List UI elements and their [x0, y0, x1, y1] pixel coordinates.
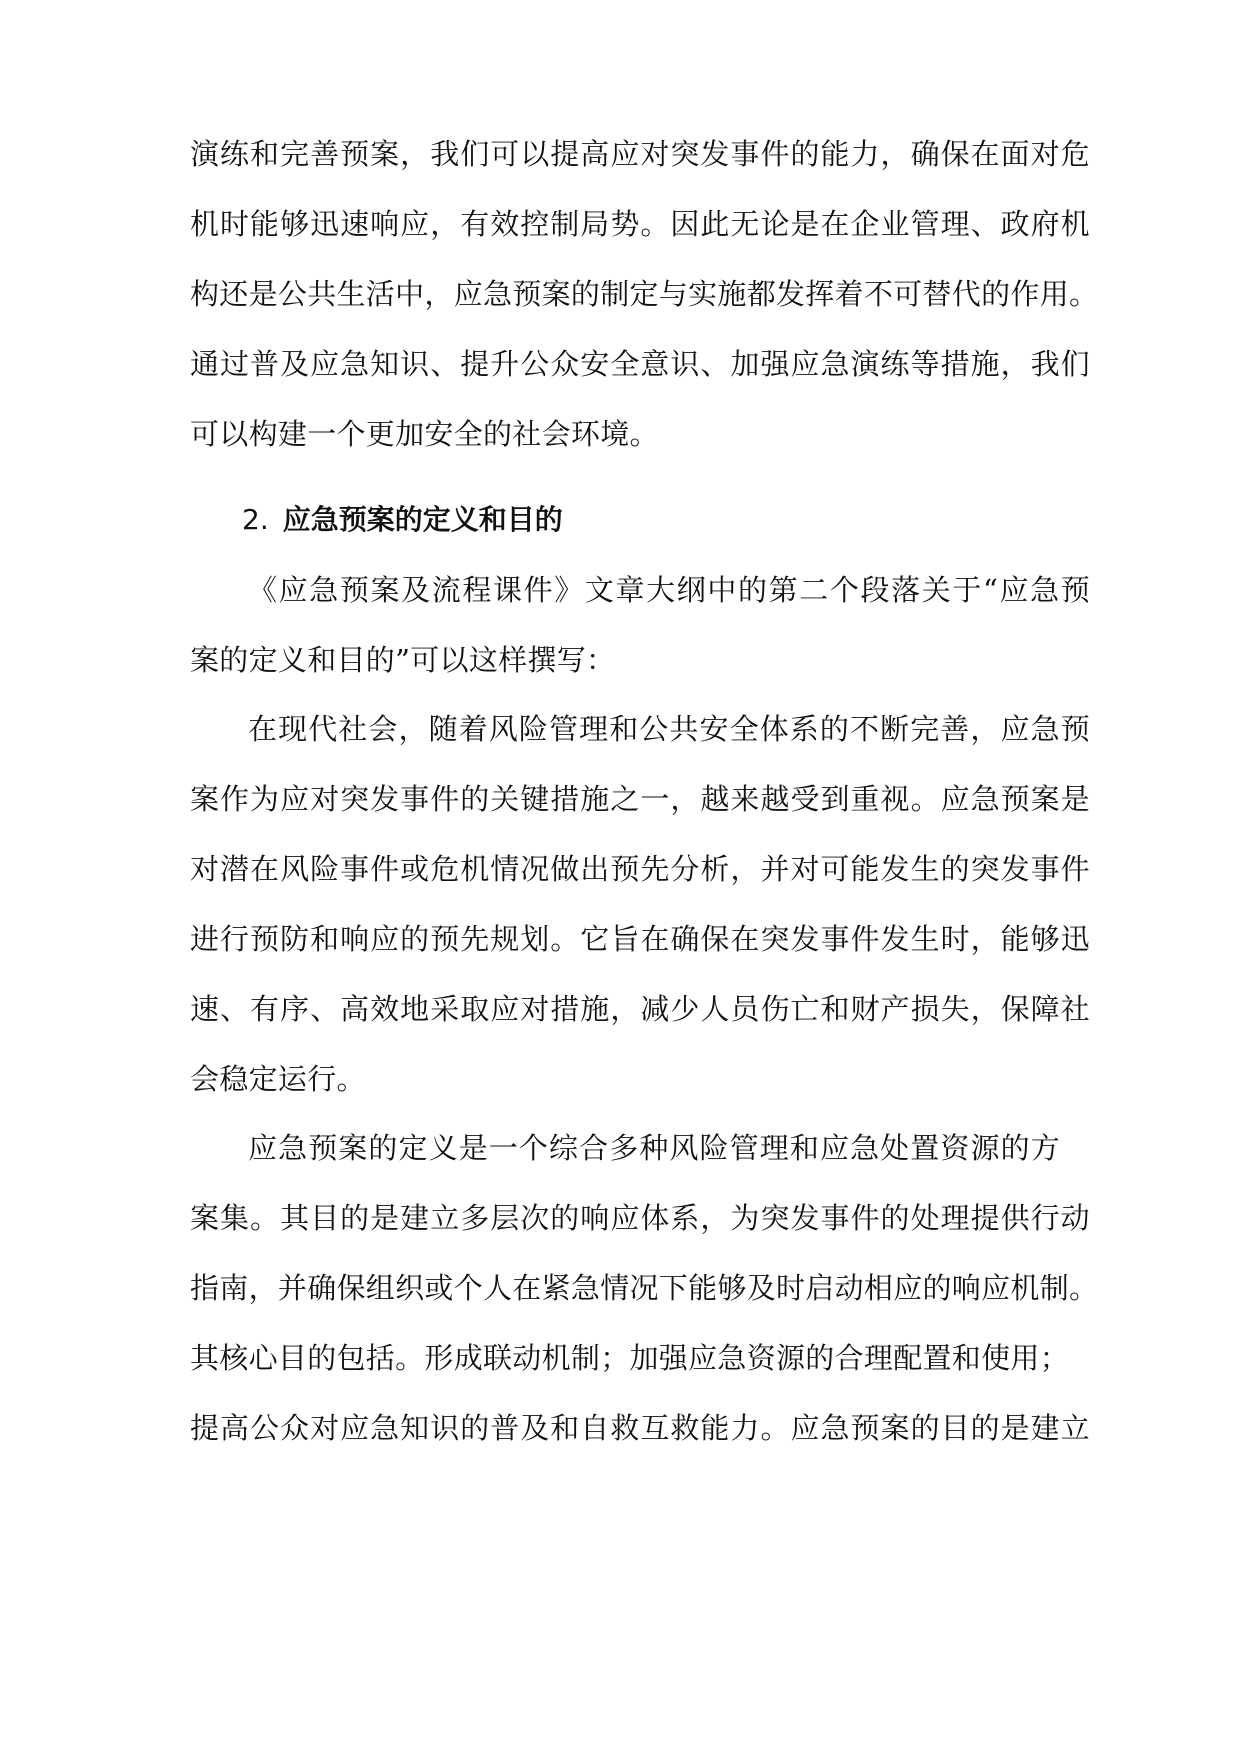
section-title: 应急预案的定义和目的 — [282, 503, 563, 536]
text-line: 可以构建一个更加安全的社会环境。 — [190, 417, 659, 451]
text-line: 指南，并确保组织或个人在紧急情况下能够及时启动相应的响应机制。 — [190, 1271, 1099, 1305]
text-line: 案的定义和目的”可以这样撰写： — [190, 643, 616, 677]
text-line: 《应急预案及流程课件》文章大纲中的第二个段落关于“应急预 — [248, 573, 1090, 607]
text-line: 会稳定运行。 — [190, 1062, 366, 1096]
text-line: 机时能够迅速响应，有效控制局势。因此无论是在企业管理、政府机 — [190, 207, 1090, 241]
text-line: 应急预案的定义是一个综合多种风险管理和应急处置资源的方 — [248, 1131, 1060, 1165]
text-line: 提高公众对应急知识的普及和自救互救能力。应急预案的目的是建立 — [190, 1411, 1090, 1445]
text-line: 进行预防和响应的预先规划。它旨在确保在突发事件发生时，能够迅 — [190, 922, 1090, 956]
text-line: 其核心目的包括。形成联动机制；加强应急资源的合理配置和使用； — [190, 1341, 1070, 1375]
text-line: 在现代社会，随着风险管理和公共安全体系的不断完善，应急预 — [248, 712, 1090, 746]
text-line: 案集。其目的是建立多层次的响应体系，为突发事件的处理提供行动 — [190, 1201, 1090, 1235]
text-line: 构还是公共生活中，应急预案的制定与实施都发挥着不可替代的作用。 — [190, 277, 1099, 311]
section-number: 2. — [242, 503, 269, 536]
text-line: 案作为应对突发事件的关键措施之一，越来越受到重视。应急预案是 — [190, 782, 1090, 816]
text-line: 对潜在风险事件或危机情况做出预先分析，并对可能发生的突发事件 — [190, 852, 1090, 886]
text-line: 通过普及应急知识、提升公众安全意识、加强应急演练等措施，我们 — [190, 347, 1090, 381]
text-line: 演练和完善预案，我们可以提高应对突发事件的能力，确保在面对危 — [190, 137, 1090, 171]
section-heading — [242, 500, 563, 540]
text-line: 速、有序、高效地采取应对措施，减少人员伤亡和财产损失，保障社 — [190, 992, 1090, 1026]
